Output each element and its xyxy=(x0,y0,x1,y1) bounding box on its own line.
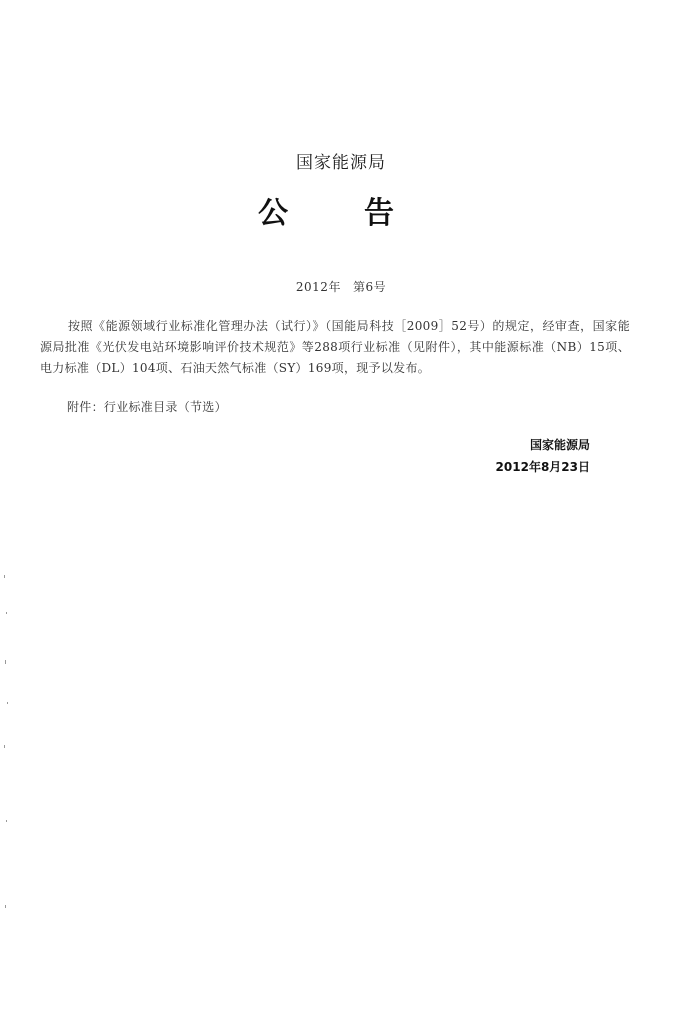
issuer-heading: 国家能源局 xyxy=(296,153,386,173)
issue-number-line xyxy=(0,278,682,295)
signature-date: 2012年8月23日 xyxy=(495,460,590,474)
scan-speck xyxy=(5,660,6,664)
title-char-1: 公 xyxy=(258,196,288,231)
title-char-2: 告 xyxy=(364,196,394,231)
scan-speck xyxy=(4,745,5,748)
announcement-title xyxy=(0,194,682,234)
signature-org: 国家能源局 xyxy=(529,438,590,452)
scan-speck xyxy=(6,820,7,822)
body-paragraph: 按照《能源领域行业标准化管理办法（试行）》（国能局科技［2009］52号）的规定，经审查，国家能源局批准《光伏发电站环境影响评价技术规范》等288项行业标准（见附件），其中能源标准（NB）15项、电力标准（DL）104项、石油天然气标准（SY）169项，现予以发布。 xyxy=(40,319,630,375)
scan-speck xyxy=(4,575,5,578)
issue-number: 第6号 xyxy=(352,280,387,294)
attachment-line: 附件：行业标准目录（节选） xyxy=(67,400,227,414)
signature-block xyxy=(496,434,590,478)
body-text xyxy=(40,316,630,379)
scan-speck xyxy=(6,612,7,614)
issue-year: 2012年 xyxy=(295,280,341,294)
scan-speck xyxy=(7,702,8,704)
scan-speck xyxy=(5,905,6,908)
